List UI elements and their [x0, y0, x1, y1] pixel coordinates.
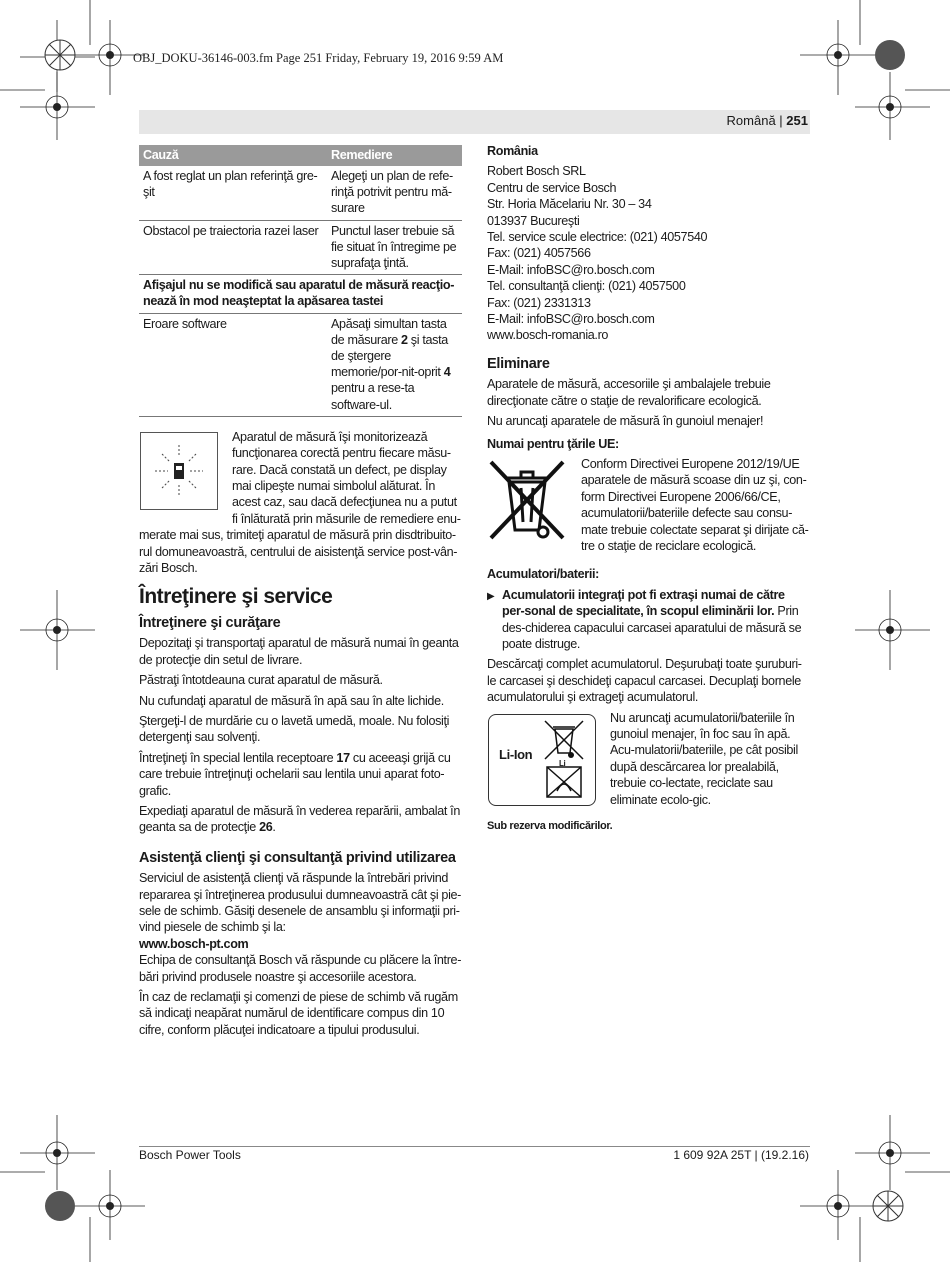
- address-line: E-Mail: infoBSC@ro.bosch.com: [487, 312, 655, 327]
- eu-title: Numai pentru ţările UE:: [487, 436, 619, 451]
- table-row: [139, 313, 462, 416]
- maintenance-title: Întreţinere şi service: [139, 584, 333, 608]
- address-line: Fax: (021) 4057566: [487, 246, 591, 261]
- liion-symbol: [488, 714, 596, 806]
- blinking-device-icon: [141, 433, 217, 509]
- paragraph: Ştergeţi-l de murdărie cu o lavetă umedă, moale. Nu folosiţi detergenţi sau solvenţi.: [139, 713, 450, 745]
- liion-text: Nu aruncaţi acumulatorii/bateriile în gunoiul menajer, în foc sau în apă. Acu-mulatorii/bateriile, pe cât posibil după descărcarea lor prealabilă, trebuie co-lectate, reciclate sau eliminate ecolo-gic.: [610, 710, 798, 807]
- weee-symbol: [487, 458, 567, 544]
- monitor-text: Aparatul de măsură îşi monitorizează funcţionarea corectă pentru fiecare măsu-rare. Dacă constată un defect, pe display mai clipeşte numai simbolul alăturat. În acest caz, sau dacă defecţiunea nu a putut fi înlăturată prin măsurile de remediere enu-merate mai sus, trimiteţi aparatul de măsură prin disdtribuito-rul domuneavoastră, centrului de aisistenţă service post-vân-zări Bosch.: [139, 429, 461, 576]
- table-header-cause: Cauză: [139, 145, 327, 166]
- bullet-arrow-icon: ▶: [487, 590, 495, 602]
- table-row: [139, 220, 462, 275]
- address-line: Fax: (021) 2331313: [487, 295, 591, 310]
- disposal-title: Eliminare: [487, 355, 550, 372]
- blinking-symbol-box: [140, 432, 218, 510]
- table-cell-remedy: Punctul laser trebuie să fie situat în întregime pe suprafaţa ţintă.: [327, 220, 462, 275]
- battery-warning: ▶ Acumulatorii integraţi pot fi extraşi numai de către per-sonal de specialitate, în scopul eliminării lor. Prin des-chiderea capacului carcasei aparatului de măsură se poate distruge.: [487, 587, 810, 657]
- support-title: Asistenţă clienţi şi consultanţă privind utilizarea: [139, 849, 456, 866]
- crossed-bin-icon: [487, 458, 567, 544]
- address-line: E-Mail: infoBSC@ro.bosch.com: [487, 262, 655, 277]
- eu-section: [487, 456, 810, 558]
- table-cell-cause: A fost reglat un plan referinţă gre-şit: [139, 166, 327, 220]
- liion-label: Li-Ion: [499, 746, 533, 762]
- table-cell-cause: Obstacol pe traiectoria razei laser: [139, 220, 327, 275]
- paragraph: Nu cufundaţi aparatul de măsură în apă sau în alte lichide.: [139, 693, 444, 708]
- romania-title: România: [487, 144, 538, 158]
- page-number: 251: [786, 113, 808, 128]
- address-line: Tel. consultanţă clienţi: (021) 4057500: [487, 279, 686, 294]
- cleaning-title: Întreţinere şi curăţare: [139, 614, 281, 631]
- header-bar: [139, 110, 810, 134]
- paragraph: Descărcaţi complet acumulatorul. Deşurubaţi toate şuruburi-le carcasei şi deschideţi capacul carcasei. Decuplaţi bornele acumulatorului şi extrageţi acumulatorul.: [487, 657, 802, 705]
- eu-text: Conform Directivei Europene 2012/19/UE aparatele de măsură scoase din uz şi, con-form Directivei Europene 2006/66/CE, acumulatorii/bateriile defecte sau consu-mate trebuie colectate separat şi dirijate că-tre o staţie de reciclare ecologică.: [581, 456, 809, 553]
- right-column: [487, 143, 810, 838]
- address-line: Centru de service Bosch: [487, 180, 617, 195]
- paragraph: Păstraţi întotdeauna curat aparatul de măsură.: [139, 673, 383, 688]
- footer-doc-number: 1 609 92A 25T | (19.2.16): [673, 1148, 809, 1162]
- paragraph: Nu aruncaţi aparatele de măsură în gunoiul menajer!: [487, 414, 764, 429]
- file-info: OBJ_DOKU-36146-003.fm Page 251 Friday, February 19, 2016 9:59 AM: [133, 51, 504, 65]
- paragraph: Depozitaţi şi transportaţi aparatul de măsură numai în geanta de protecţie din setul de livrare.: [139, 636, 459, 667]
- reserve-note: Sub rezerva modificărilor.: [487, 820, 613, 833]
- paragraph: Expediaţi aparatul de măsură în vederea reparării, ambalat în geanta sa de protecţie 26.: [139, 803, 460, 835]
- address-line: www.bosch-romania.ro: [487, 328, 609, 343]
- table-row: [139, 166, 462, 220]
- header-language: Română: [726, 113, 776, 128]
- li-small-label: Li: [559, 758, 566, 768]
- paragraph: Aparatele de măsură, accesoriile şi ambalajele trebuie direcţionate către o staţie de revalorificare ecologică.: [487, 377, 771, 408]
- page-header: Română | 251: [726, 113, 808, 128]
- address-line: 013937 Bucureşti: [487, 213, 580, 228]
- battery-title: Acumulatori/baterii:: [487, 567, 599, 582]
- address-line: Tel. service scule electrice: (021) 4057540: [487, 230, 708, 245]
- paragraph: Serviciul de asistenţă clienţi vă răspunde la întrebări privind repararea şi întreţinerea produsului dumneavoastră cât şi pie-sele de schimb. Găsiţi desenele de ansamblu şi informaţii pri-vind piesele de schimb şi la: www.bosch-pt.com: [139, 871, 462, 951]
- paragraph: În caz de reclamaţii şi comenzi de piese de schimb vă rugăm să indicaţi neapărat numărul de identificare compus din 10 cifre, conform plăcuţei indicatoare a tipului produsului.: [139, 990, 458, 1037]
- table-header-remedy: Remediere: [327, 145, 462, 166]
- footer-divider: [139, 1146, 810, 1147]
- monitor-section: [139, 429, 462, 577]
- left-column: [139, 145, 462, 1042]
- address-line: Robert Bosch SRL: [487, 164, 586, 179]
- table-cell-remedy: Alegeţi un plan de refe-rinţă potrivit pentru mă-surare: [327, 166, 462, 220]
- table-cell-remedy: Apăsaţi simultan tasta de măsurare 2 şi tasta de ştergere memorie/por-nit-oprit 4 pentru a rese-ta software-ul.: [327, 313, 462, 416]
- address-line: Str. Horia Măcelariu Nr. 30 – 34: [487, 197, 652, 212]
- table-cell-cause: Eroare software: [139, 313, 327, 416]
- paragraph: Întreţineţi în special lentila receptoare 17 cu aceeaşi grijă cu care trebuie întreţinuţi ochelarii sau lentila unui aparat foto-grafic.: [139, 750, 451, 798]
- troubleshooting-table: [139, 145, 462, 417]
- liion-section: [487, 710, 810, 812]
- paragraph: Echipa de consultanţă Bosch vă răspunde cu plăcere la între-bări privind produsele noastre şi accesoriile acestora.: [139, 953, 462, 984]
- romania-address: [487, 163, 810, 343]
- table-span-row: [139, 275, 462, 313]
- bosch-pt-link[interactable]: www.bosch-pt.com: [139, 936, 249, 951]
- table-span-cell: Afişajul nu se modifică sau aparatul de măsură reacţio-nează în mod neaşteptat la apăsarea tastei: [139, 275, 462, 313]
- footer-brand: Bosch Power Tools: [139, 1148, 241, 1162]
